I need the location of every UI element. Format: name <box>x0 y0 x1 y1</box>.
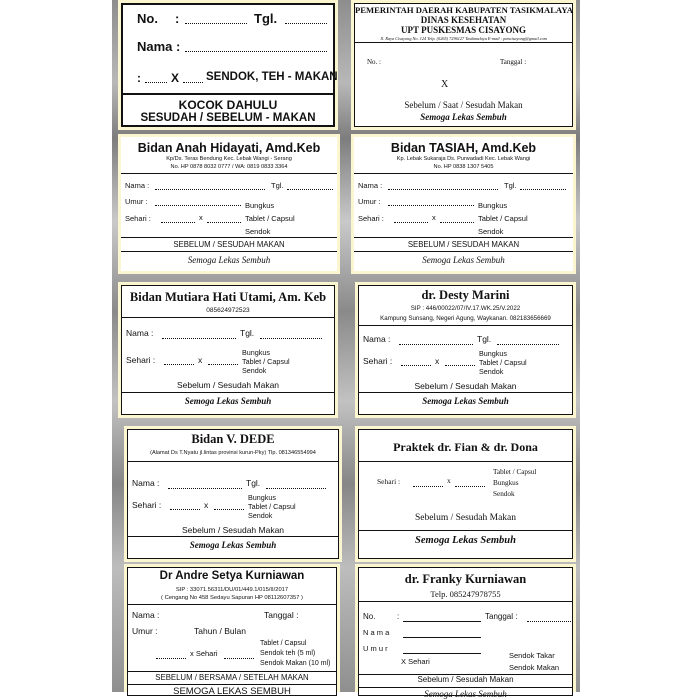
timing-note: Sebelum / Sesudah Makan <box>414 513 517 523</box>
clinic-address: Kp. Lebak Sukaraja Ds. Purwadadi Kec. Lebak Wangi <box>396 156 531 162</box>
wish-note: Semoga Lekas Sembuh <box>189 540 277 550</box>
dose-unit: SENDOK, TEH - MAKAN <box>206 71 338 83</box>
tahun-bulan: Tahun / Bulan <box>194 626 246 636</box>
timing-note: SESUDAH / SEBELUM - MAKAN <box>140 112 316 124</box>
unit-tablet: Tablet / Capsul <box>248 502 296 511</box>
dose-x: x <box>198 355 203 365</box>
label-praktek-fian-dona <box>355 426 576 562</box>
nama-label: Nama : <box>126 328 154 338</box>
unit-tablet: Tablet / Capsul <box>479 358 527 367</box>
umur-label: Umur : <box>358 197 381 206</box>
tgl-label: Tgl. <box>254 11 278 26</box>
unit-bungkus: Bungkus <box>248 493 276 502</box>
wish-note: Semoga Lekas Sembuh <box>187 255 271 265</box>
unit-sendok: Sendok <box>245 227 271 236</box>
unit-sendok: Sendok <box>479 367 504 376</box>
nama-label: Nama : <box>358 181 383 190</box>
umur-label: Umur : <box>125 197 148 206</box>
unit-bungkus: Bungkus <box>493 479 519 487</box>
clinic-address: ( Cengang No 458 Sedayu Sapuran HP 08112607357 ) <box>161 595 303 601</box>
unit-sendok-makan: Sendok Makan (10 ml) <box>260 660 331 667</box>
timing-note: Sebelum / Sesudah Makan <box>414 381 517 391</box>
nama-label: Nama : <box>137 39 181 54</box>
tgl-label: Tgl. <box>271 181 284 190</box>
tanggal-label: Tanggal : <box>500 58 527 66</box>
sehari-label: Sehari : <box>132 500 162 510</box>
unit-sendok: Sendok <box>248 511 273 520</box>
sehari-label: Sehari : <box>377 477 401 486</box>
x-sehari: X Sehari <box>401 657 430 666</box>
dose-x: X <box>171 71 180 85</box>
address-line: Jl. Raya Cisayong No. 124 Telp. (0265) 7296127 Tasikmalaya E-mail : ptmcisayong@gmail.com <box>380 36 547 41</box>
header-line-1: PEMERINTAH DAERAH KABUPATEN TASIKMALAYA <box>355 5 573 15</box>
clinic-title: dr. Desty Marini <box>421 288 510 302</box>
dose-x: x <box>447 476 451 485</box>
tgl-label: Tgl. <box>240 328 255 338</box>
clinic-title: Bidan V. DEDE <box>191 432 275 446</box>
sehari-label: Sehari : <box>363 356 393 366</box>
unit-tablet: Tablet / Capsul <box>260 640 307 647</box>
label-generic-syrup <box>118 0 338 130</box>
wish-note: Semoga Lekas Sembuh <box>184 396 272 406</box>
no-label: No. <box>137 11 158 26</box>
label-bidan-dede <box>124 426 342 562</box>
clinic-title: Praktek dr. Fian & dr. Dona <box>393 440 538 454</box>
label-bidan-anah <box>118 134 340 274</box>
clinic-title: Bidan Anah Hidayati, Amd.Keb <box>137 141 321 155</box>
timing-note: SEBELUM / SESUDAH MAKAN <box>173 240 285 249</box>
wish-note: SEMOGA LEKAS SEMBUH <box>173 686 291 697</box>
sehari-label: Sehari : <box>125 214 151 223</box>
tanggal-label: Tanggal : <box>264 610 299 620</box>
unit-bungkus: Bungkus <box>478 201 508 210</box>
clinic-title: dr. Franky Kurniawan <box>404 572 527 586</box>
wish-note: Semoga Lekas Sembuh <box>422 396 509 406</box>
clinic-title: Bidan Mutiara Hati Utami, Am. Keb <box>129 290 327 304</box>
timing-note: Sebelum / Sesudah Makan <box>417 675 514 684</box>
wish-note: Semoga Lekas Sembuh <box>415 535 516 546</box>
sehari-label: Sehari : <box>358 214 384 223</box>
clinic-sip: SIP : 33071.56311/DU/01/449.1/015/II/2017 <box>175 587 289 593</box>
clinic-phone: No. HP 0838 1307 5405 <box>433 164 494 170</box>
label-bidan-mutiara <box>118 282 338 418</box>
unit-bungkus: Bungkus <box>242 348 270 357</box>
unit-sendok-teh: Sendok teh (5 ml) <box>260 650 316 657</box>
clinic-title: Dr Andre Setya Kurniawan <box>159 570 305 582</box>
no-colon: : <box>175 11 180 26</box>
no-label: No. <box>363 612 376 621</box>
header-line-2: DINAS KESEHATAN <box>420 15 507 25</box>
no-label: No. : <box>367 58 381 66</box>
unit-tablet: Tablet / Capsul <box>493 468 537 476</box>
dose-x: x <box>199 213 203 222</box>
dose-x: x <box>204 500 209 510</box>
unit-bungkus: Bungkus <box>479 349 507 358</box>
dose-colon: : <box>137 71 141 85</box>
tgl-label: Tgl. <box>504 181 517 190</box>
label-bidan-tasiah <box>351 134 576 274</box>
clinic-address: Kampung Sunsang, Negeri Agung, Waykanan. 082183656669 <box>380 315 551 322</box>
x-sehari: x Sehari <box>190 649 218 658</box>
unit-tablet: Tablet / Capsul <box>242 357 290 366</box>
unit-sendok-makan: Sendok Makan <box>509 663 560 672</box>
header-line-3: UPT PUSKESMAS CISAYONG <box>400 25 527 35</box>
timing-note: Sebelum / Sesudah Makan <box>176 380 280 390</box>
dose-x: X <box>441 79 449 90</box>
label-dr-desty <box>355 282 576 418</box>
clinic-phone: No. HP 0878 8032 0777 / WA: 0819 0833 3364 <box>170 164 288 170</box>
clinic-sip: SIP : 446/00022/07/IV.17.WK.25/V.2022 <box>410 305 521 312</box>
unit-sendok: Sendok <box>493 490 515 498</box>
tgl-label: Tgl. <box>477 334 492 344</box>
unit-sendok: Sendok <box>478 227 504 236</box>
dose-x: x <box>435 356 440 366</box>
unit-tablet: Tablet / Capsul <box>245 214 295 223</box>
timing-note: SEBELUM / SESUDAH MAKAN <box>407 240 520 249</box>
wish-note: Semoga Lekas Sembuh <box>422 255 505 265</box>
dose-x: x <box>432 213 436 222</box>
shake-note: KOCOK DAHULU <box>178 98 278 112</box>
tgl-label: Tgl. <box>246 478 261 488</box>
sehari-label: Sehari : <box>126 355 156 365</box>
clinic-title: Bidan TASIAH, Amd.Keb <box>390 141 537 155</box>
wish-note: Semoga Lekas Sembuh <box>424 689 507 699</box>
clinic-phone: Telp. 085247978755 <box>430 589 501 599</box>
clinic-phone: 085624972523 <box>206 307 250 314</box>
nama-label: Nama : <box>132 610 160 620</box>
nama-label: Nama : <box>125 181 150 190</box>
clinic-address: (Alamat Ds T.Nyatu jl.lintas provinsi kurun-Pky) Tlp. 081346554994 <box>150 450 316 456</box>
nama-label: N a m a <box>363 628 390 637</box>
umur-label: U m u r <box>363 644 388 653</box>
wish-note: Semoga Lekas Sembuh <box>420 112 507 122</box>
timing-note: Sebelum / Saat / Sesudah Makan <box>404 100 523 110</box>
unit-bungkus: Bungkus <box>245 201 275 210</box>
nama-label: Nama : <box>132 478 160 488</box>
unit-sendok: Sendok <box>242 366 267 375</box>
nama-label: Nama : <box>363 334 391 344</box>
label-dr-franky <box>355 564 576 699</box>
tanggal-label: Tanggal : <box>485 612 518 621</box>
clinic-address: Kp/Ds. Teras Bendung Kec. Lebak Wangi - Serang <box>166 156 292 162</box>
label-puskesmas-cisayong <box>351 0 576 130</box>
unit-tablet: Tablet / Capsul <box>478 214 528 223</box>
timing-note: SEBELUM / BERSAMA / SETELAH MAKAN <box>155 673 309 682</box>
label-dr-andre <box>124 564 340 697</box>
umur-label: Umur : <box>132 626 158 636</box>
unit-sendok-takar: Sendok Takar <box>509 651 555 660</box>
timing-note: Sebelum / Sesudah Makan <box>181 525 285 535</box>
no-colon: : <box>397 612 400 621</box>
